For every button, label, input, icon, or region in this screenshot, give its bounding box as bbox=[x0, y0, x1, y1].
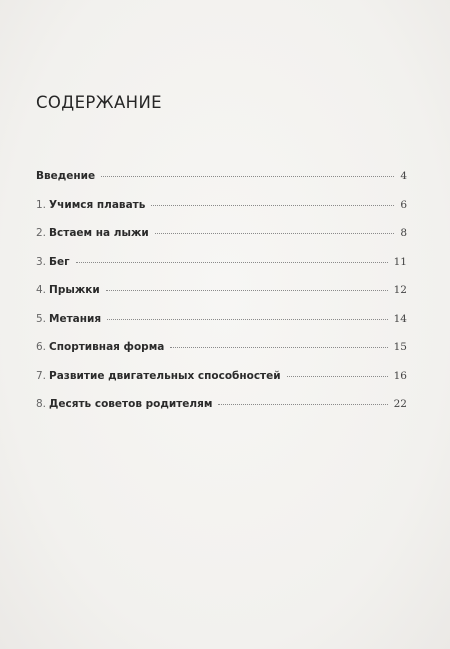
dot-leader bbox=[170, 346, 387, 348]
dot-leader bbox=[76, 261, 388, 263]
toc-entry-number: 8. bbox=[36, 398, 47, 410]
toc-entry-label: Бег bbox=[49, 255, 70, 268]
toc-page-number: 6 bbox=[400, 198, 407, 211]
toc-page-number: 11 bbox=[393, 255, 407, 268]
toc-entry-label: Встаем на лыжи bbox=[49, 227, 149, 239]
toc-entry-number: 7. bbox=[36, 369, 47, 382]
toc-entry-label: Развитие двигательных способностей bbox=[49, 369, 281, 382]
toc-page-number: 8 bbox=[400, 227, 407, 239]
toc-entry-label: Учимся плавать bbox=[49, 198, 146, 211]
toc-entry-number: 1. bbox=[36, 198, 47, 211]
toc-entry-sports-uniform[interactable] bbox=[36, 341, 407, 370]
toc-entry-motor-abilities[interactable] bbox=[36, 370, 407, 399]
toc-entry-number: 4. bbox=[36, 284, 47, 296]
toc-page-number: 4 bbox=[400, 170, 407, 182]
toc-entry-throwing[interactable] bbox=[36, 313, 407, 342]
toc-entry-number: 6. bbox=[36, 341, 47, 353]
toc-entry-number: 3. bbox=[36, 255, 47, 268]
page-title: СОДЕРЖАНИЕ bbox=[36, 93, 163, 112]
toc-page-number: 22 bbox=[393, 398, 407, 410]
toc-page-number: 16 bbox=[393, 369, 407, 382]
toc-page-number: 12 bbox=[393, 284, 407, 296]
dot-leader bbox=[218, 403, 387, 405]
toc-entry-skiing[interactable] bbox=[36, 227, 407, 256]
toc-entry-running[interactable] bbox=[36, 256, 407, 285]
toc-entry-number: 5. bbox=[36, 312, 47, 325]
toc-entry-number: 2. bbox=[36, 227, 47, 239]
toc-entry-label: Метания bbox=[49, 312, 102, 325]
toc-entry-label: Введение bbox=[36, 170, 96, 182]
toc-entry-label: Десять советов родителям bbox=[49, 398, 213, 410]
dot-leader bbox=[287, 375, 388, 377]
dot-leader bbox=[101, 175, 394, 177]
toc-entry-label: Спортивная форма bbox=[49, 341, 165, 353]
dot-leader bbox=[151, 204, 394, 206]
toc-entry-jumping[interactable] bbox=[36, 284, 407, 313]
toc-entry-label: Прыжки bbox=[49, 284, 100, 296]
dot-leader bbox=[155, 232, 395, 234]
toc-entry-swimming[interactable] bbox=[36, 199, 407, 228]
table-of-contents bbox=[36, 170, 407, 427]
dot-leader bbox=[106, 289, 388, 291]
toc-page-number: 15 bbox=[393, 341, 407, 353]
dot-leader bbox=[107, 318, 387, 320]
toc-page-number: 14 bbox=[393, 312, 407, 325]
toc-entry-parent-tips[interactable] bbox=[36, 398, 407, 427]
toc-entry-introduction[interactable] bbox=[36, 170, 407, 199]
